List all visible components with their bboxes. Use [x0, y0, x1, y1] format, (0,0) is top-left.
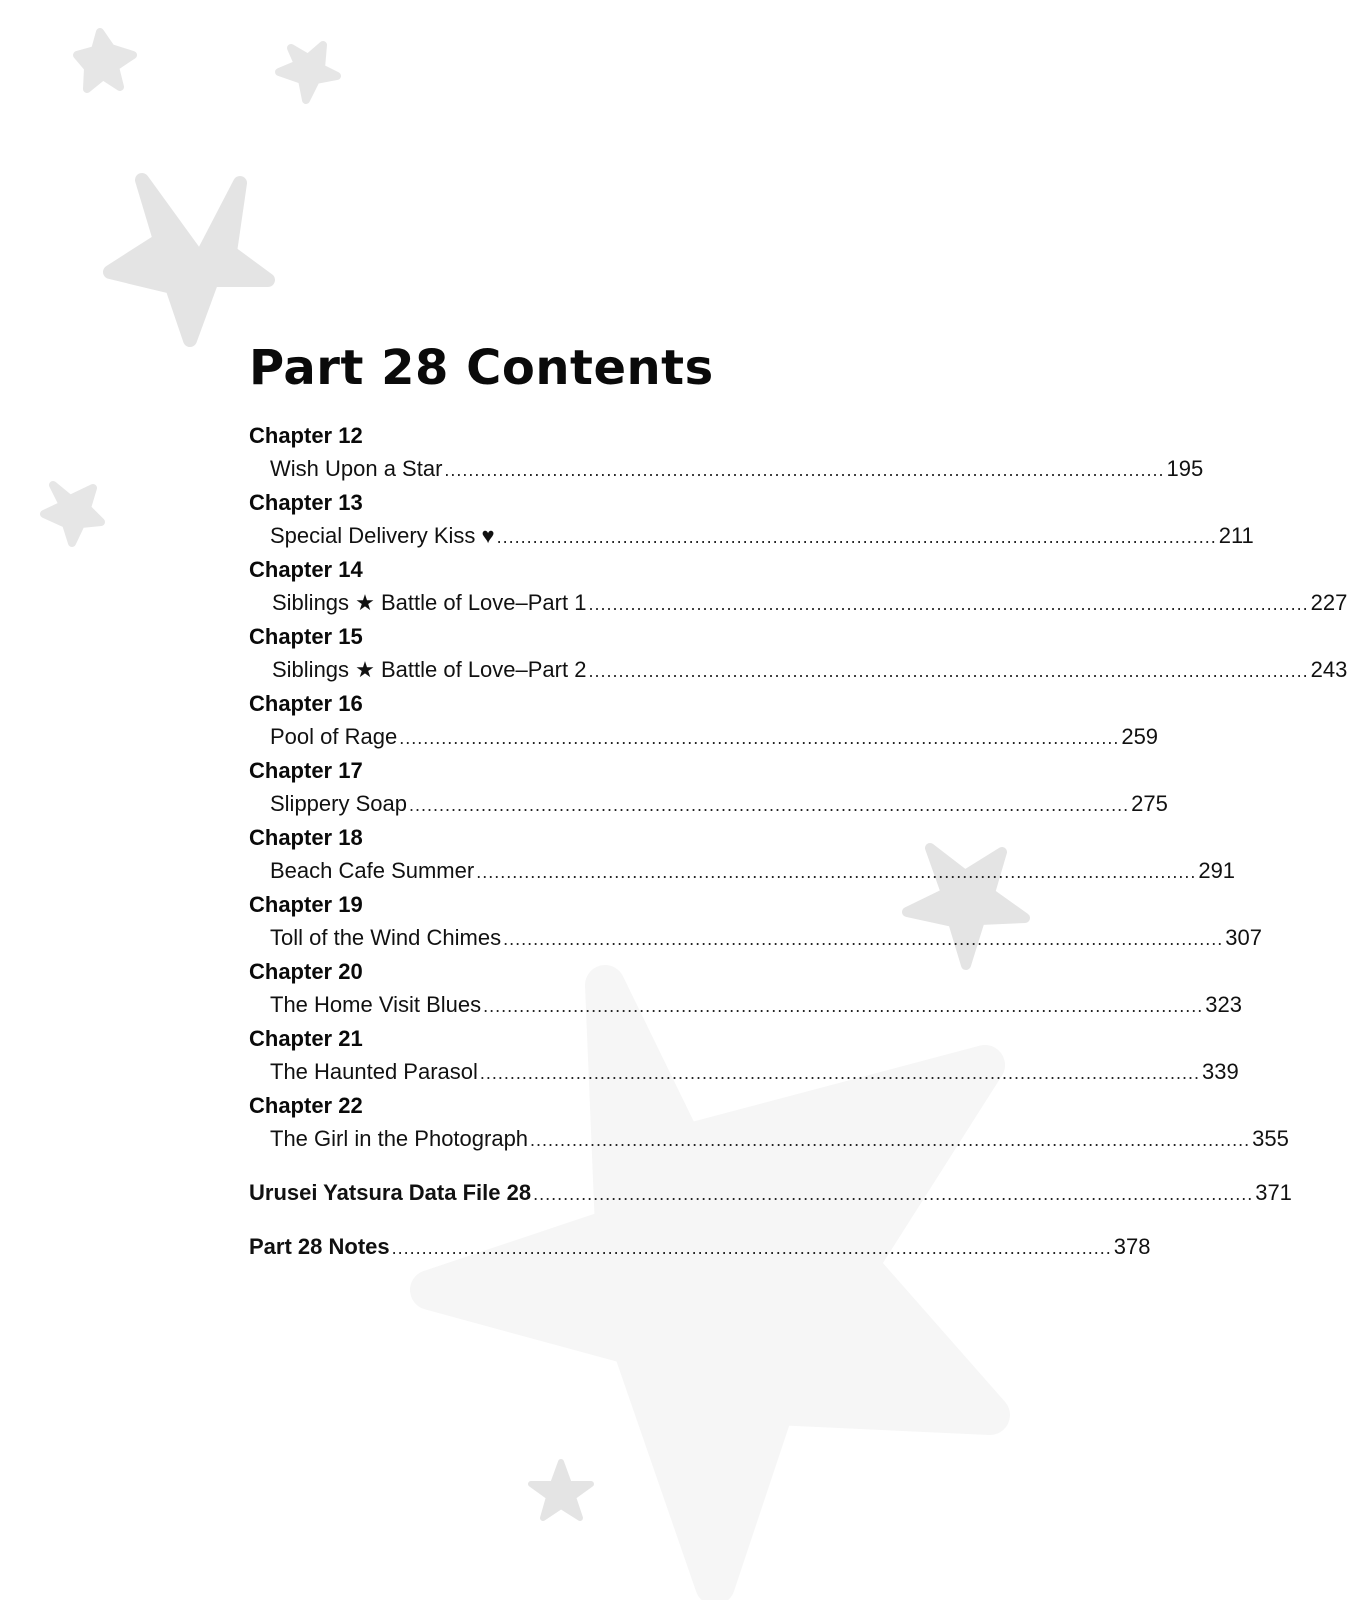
chapter-label: Chapter 21 — [249, 1026, 363, 1051]
chapter-label: Chapter 17 — [249, 758, 363, 783]
toc-entry[interactable] — [249, 1055, 1239, 1089]
entry-page: 355 — [1252, 1126, 1289, 1151]
dot-leader: ........................................................................................................................ — [479, 1063, 1201, 1083]
star-icon — [110, 180, 268, 340]
table-of-contents — [249, 419, 1347, 1264]
entry-title: Urusei Yatsura Data File 28 — [249, 1180, 532, 1205]
dot-leader: ........................................................................................................................ — [530, 1130, 1251, 1150]
chapter-label: Chapter 18 — [249, 825, 363, 850]
entry-title: Slippery Soap — [270, 791, 407, 816]
entry-page: 339 — [1202, 1059, 1239, 1084]
dot-leader: ........................................................................................................................ — [483, 996, 1204, 1016]
toc-entry[interactable] — [249, 519, 1254, 553]
dot-leader: ........................................................................................................................ — [399, 728, 1120, 748]
toc-chapter-14 — [249, 553, 1347, 620]
toc-entry[interactable] — [249, 586, 1347, 620]
toc-chapter-17 — [249, 754, 1168, 821]
toc-chapter-13 — [249, 486, 1254, 553]
entry-title: Wish Upon a Star — [270, 456, 443, 481]
entry-page: 211 — [1218, 523, 1254, 548]
star-icon — [44, 485, 101, 543]
entry-title: Part 28 Notes — [249, 1234, 390, 1259]
chapter-label: Chapter 19 — [249, 892, 363, 917]
toc-chapter-21 — [249, 1022, 1239, 1089]
chapter-label: Chapter 12 — [249, 423, 363, 448]
entry-page: 259 — [1121, 724, 1159, 749]
star-icon — [77, 32, 133, 89]
toc-chapter-20 — [249, 955, 1242, 1022]
dot-leader: ........................................................................................................................ — [391, 1238, 1112, 1258]
toc-entry[interactable] — [249, 1122, 1289, 1156]
entry-title: Pool of Rage — [270, 724, 398, 749]
entry-page: 371 — [1255, 1180, 1292, 1205]
entry-title: Siblings ★ Battle of Love–Part 2 — [272, 657, 587, 682]
toc-chapter-18 — [249, 821, 1236, 888]
dot-leader: ........................................................................................................................ — [503, 929, 1224, 949]
dot-leader: ........................................................................................................................ — [496, 527, 1217, 547]
toc-entry[interactable] — [249, 653, 1347, 687]
toc-chapter-19 — [249, 888, 1262, 955]
entry-title: The Girl in the Photograph — [270, 1126, 529, 1151]
toc-chapter-16 — [249, 687, 1159, 754]
entry-title: The Home Visit Blues — [270, 992, 482, 1017]
chapter-label: Chapter 14 — [249, 557, 363, 582]
chapter-label: Chapter 16 — [249, 691, 363, 716]
dot-leader: ........................................................................................................................ — [588, 594, 1309, 614]
chapter-label: Chapter 22 — [249, 1093, 363, 1118]
toc-entry[interactable] — [249, 452, 1204, 486]
toc-entry[interactable] — [249, 988, 1242, 1022]
chapter-label: Chapter 20 — [249, 959, 363, 984]
dot-leader: ........................................................................................................................ — [533, 1184, 1254, 1204]
star-icon — [531, 1462, 591, 1518]
dot-leader: ........................................................................................................................ — [476, 862, 1197, 882]
toc-entry[interactable] — [249, 854, 1236, 888]
star-icon — [279, 45, 337, 100]
toc-entry-data-file[interactable] — [249, 1176, 1292, 1210]
entry-title: Toll of the Wind Chimes — [270, 925, 502, 950]
dot-leader: ........................................................................................................................ — [588, 661, 1309, 681]
toc-chapter-12 — [249, 419, 1204, 486]
entry-title: The Haunted Parasol — [270, 1059, 478, 1084]
page-title: Part 28 Contents — [249, 340, 714, 396]
entry-title: Siblings ★ Battle of Love–Part 1 — [272, 590, 587, 615]
toc-entry[interactable] — [249, 787, 1168, 821]
chapter-label: Chapter 13 — [249, 490, 363, 515]
chapter-label: Chapter 15 — [249, 624, 363, 649]
entry-page: 275 — [1131, 791, 1168, 816]
entry-page: 227 — [1310, 590, 1347, 615]
toc-entry-notes[interactable] — [249, 1230, 1151, 1264]
entry-page: 307 — [1225, 925, 1262, 950]
dot-leader: ........................................................................................................................ — [444, 460, 1165, 480]
entry-page: 323 — [1205, 992, 1242, 1017]
toc-chapter-15 — [249, 620, 1347, 687]
toc-entry[interactable] — [249, 720, 1159, 754]
dot-leader: ........................................................................................................................ — [408, 795, 1130, 815]
entry-title: Special Delivery Kiss ♥ — [270, 523, 495, 548]
toc-entry[interactable] — [249, 921, 1262, 955]
toc-chapter-22 — [249, 1089, 1289, 1156]
entry-page: 291 — [1198, 858, 1236, 883]
entry-page: 243 — [1310, 657, 1347, 682]
entry-page: 195 — [1166, 456, 1204, 481]
entry-title: Beach Cafe Summer — [270, 858, 475, 883]
entry-page: 378 — [1113, 1234, 1151, 1259]
